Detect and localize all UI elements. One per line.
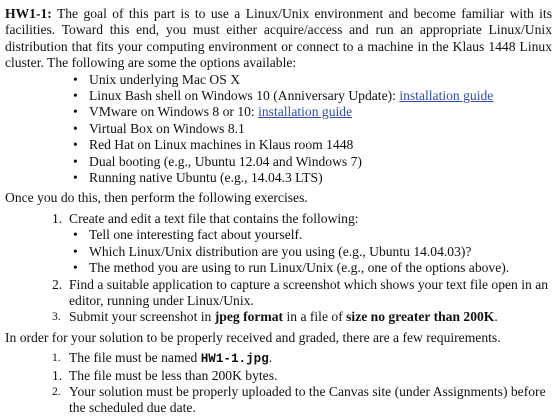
exercise-text: Find a suitable application to capture a screenshot which shows your text file open in an editor, running under Linux/Unix. bbox=[69, 276, 549, 308]
intro-paragraph bbox=[5, 6, 552, 72]
requirement-text: The file must be named bbox=[69, 350, 201, 366]
item-number: 1. bbox=[52, 210, 63, 226]
emphasis-text: jpeg format bbox=[214, 309, 284, 325]
option-item bbox=[5, 72, 552, 88]
option-text: Dual booting (e.g., Ubuntu 12.04 and Windows 7) bbox=[89, 153, 362, 169]
option-text: Virtual Box on Windows 8.1 bbox=[89, 120, 245, 136]
exercise-text: Create and edit a text file that contains the following: bbox=[69, 210, 359, 226]
option-text: Red Hat on Linux machines in Klaus room 1448 bbox=[89, 137, 354, 153]
requirement-text: The file must be less than 200K bytes. bbox=[69, 367, 278, 383]
bullet-text: The method you are using to run Linux/Unix (e.g., one of the options above). bbox=[89, 260, 510, 276]
option-text: Running native Ubuntu (e.g., 14.04.3 LTS) bbox=[89, 170, 323, 186]
exercise-bullet bbox=[5, 260, 552, 276]
requirement-item bbox=[5, 368, 552, 384]
item-number: 3. bbox=[52, 310, 61, 324]
item-number: 2. bbox=[52, 384, 61, 398]
exercises-list bbox=[5, 211, 552, 326]
option-item bbox=[5, 88, 552, 104]
item-number: 2. bbox=[52, 276, 63, 292]
requirements-list bbox=[5, 350, 552, 417]
option-text: Unix underlying Mac OS X bbox=[89, 71, 241, 87]
exercise-item bbox=[5, 309, 552, 325]
option-item bbox=[5, 137, 552, 153]
option-item bbox=[5, 121, 552, 137]
requirement-item bbox=[5, 384, 552, 417]
option-item bbox=[5, 170, 552, 186]
requirements-intro: In order for your solution to be properly received and graded, there are a few requirements. bbox=[5, 329, 501, 345]
exercise-text: in a file of bbox=[283, 309, 347, 325]
assignment-label: HW1-1: bbox=[5, 6, 52, 21]
bullet-text: Tell one interesting fact about yourself. bbox=[89, 227, 303, 243]
bullet-text: Which Linux/Unix distribution are you using (e.g., Ubuntu 14.04.03)? bbox=[89, 243, 472, 259]
exercise-item bbox=[5, 277, 552, 310]
exercise-text: . bbox=[494, 309, 498, 325]
options-list bbox=[5, 72, 552, 187]
emphasis-text: size no greater than 200K bbox=[346, 309, 495, 325]
installation-guide-link[interactable]: installation guide bbox=[258, 104, 353, 120]
requirement-text: Your solution must be properly uploaded to the Canvas site (under Assignments) before the scheduled due date. bbox=[69, 383, 546, 416]
exercise-bullet bbox=[5, 244, 552, 260]
option-text: Linux Bash shell on Windows 10 (Anniversary Update): bbox=[89, 88, 400, 104]
requirement-text: . bbox=[268, 350, 273, 366]
exercise-text: Submit your screenshot in bbox=[69, 309, 215, 325]
installation-guide-link[interactable]: installation guide bbox=[399, 88, 494, 104]
option-item bbox=[5, 154, 552, 170]
exercises-intro: Once you do this, then perform the following exercises. bbox=[5, 190, 308, 206]
filename-code: HW1-1.jpg bbox=[200, 352, 269, 367]
item-number: 1. bbox=[52, 351, 61, 365]
option-item bbox=[5, 104, 552, 120]
item-number: 1. bbox=[52, 367, 63, 383]
intro-text: The goal of this part is to use a Linux/Unix environment and become familiar with its facilities. Toward this end, you must either acquire/access and run an appropriate Linux/Unix distribution that fits your computing environment or connect to a machine in the Klaus 1448 Linux cluster. The following are some the options available: bbox=[5, 6, 552, 71]
option-text: VMware on Windows 8 or 10: bbox=[89, 104, 259, 120]
requirement-item bbox=[5, 350, 552, 367]
exercise-bullet bbox=[5, 227, 552, 243]
exercise-item bbox=[5, 211, 552, 227]
